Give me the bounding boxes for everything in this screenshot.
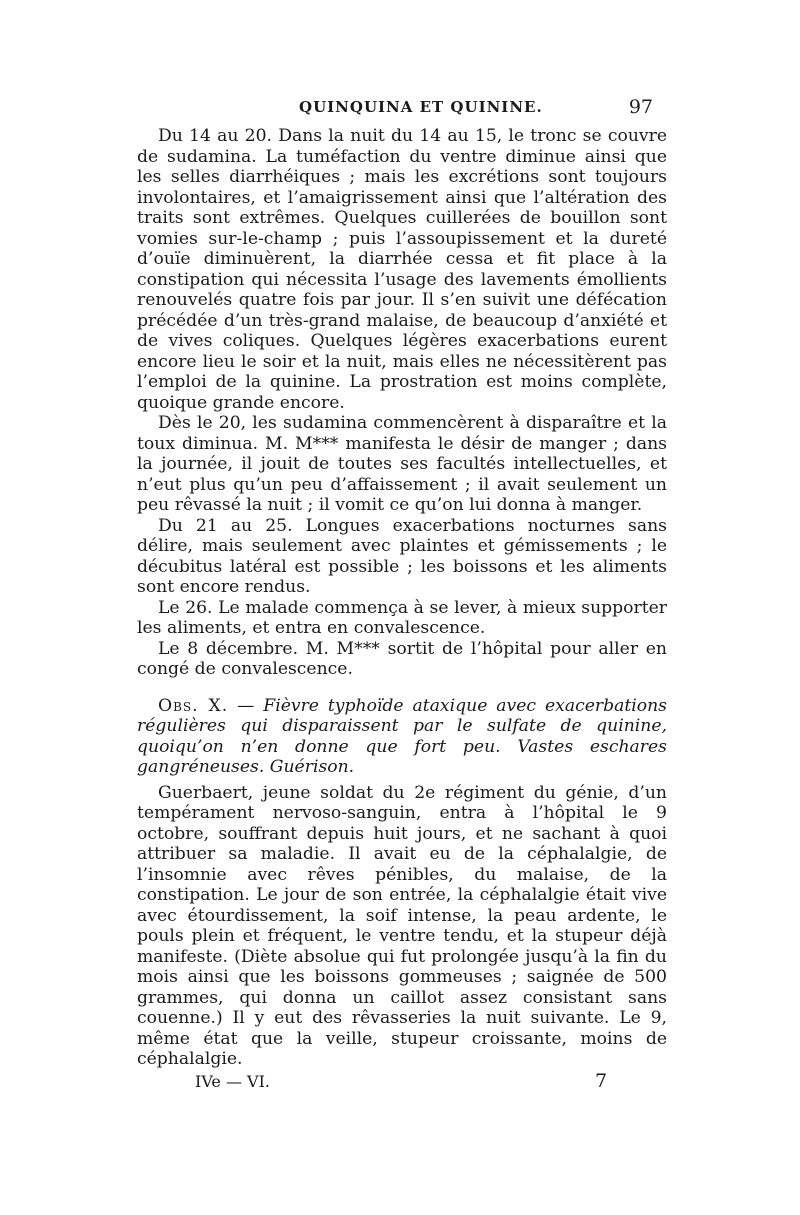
observation-dash: — — [228, 695, 264, 716]
case-paragraph: Guerbaert, jeune soldat du 2e régiment du génie, d’un tempérament nervoso-sanguin, entra à l’hôpital le 9 octobre, souffrant depuis huit jours, et ne sachant à quoi attribuer sa maladie. Il avait eu de la céphalalgie, de l’insomnie avec rêves pénibles, du malaise, de la constipation. Le jour de son entrée, la céphalalgie était vive avec étourdissement, la soif intense, la peau ardente, le pouls plein et fréquent, le ventre tendu, et la stupeur déjà manifeste. (Diète absolue qui fut prolongée jusqu’à la fin du mois ainsi que les boissons gommeuses ; saignée de 500 grammes, qui donna un caillot assez consistant sans couenne.) Il y eut des rêvasseries la nuit suivante. Le 9, même état que la veille, stupeur croissante, moins de céphalalgie. — [137, 782, 667, 1069]
page-footer — [137, 1069, 667, 1096]
paragraph-20: Dès le 20, les sudamina commencèrent à disparaître et la toux diminua. M. M*** manifesta le désir de manger ; dans la journée, il jouit de toutes ses facultés intellectuelles, et n’eut plus qu’un peu d’affaissement ; il avait seulement un peu rêvassé la nuit ; il vomit ce qu’on lui donna à manger. — [137, 413, 667, 515]
page-number: 97 — [628, 96, 653, 118]
paragraph-14-to-20: Du 14 au 20. Dans la nuit du 14 au 15, le tronc se couvre de sudamina. La tuméfaction du ventre diminue ainsi que les selles diarrhéiques ; mais les excrétions sont toujours involontaires, et l’amaigrissement ainsi que l’altération des traits sont extrêmes. Quelques cuillerées de bouillon sont vomies sur-le-champ ; puis l’assoupissement et la dureté d’ouïe diminuèrent, la diarrhée cessa et fit place à la constipation qui nécessita l’usage des lavements émollients renouvelés quatre fois par jour. Il s’en suivit une défécation précédée d’un très-grand malaise, de beaucoup d’anxiété et de vives coliques. Quelques légères exacerbations eurent encore lieu le soir et la nuit, mais elles ne nécessitèrent pas l’emploi de la quinine. La prostration est moins complète, quoique grande encore. — [137, 126, 667, 413]
page-header — [137, 96, 667, 120]
observation-label: Obs. X. — [158, 695, 229, 716]
section-spacer — [137, 680, 667, 696]
signature-mark: IVe — VI. — [195, 1071, 271, 1091]
observation-heading — [137, 696, 667, 778]
paragraph-26: Le 26. Le malade commença à se lever, à mieux supporter les aliments, et entra en convalescence. — [137, 597, 667, 638]
observation-title: Fièvre typhoïde ataxique avec exacerbations régulières qui disparaissent par le sulfate de quinine, quoiqu’on n’en donne que fort peu. Vastes eschares gangréneuses. Guérison. — [137, 695, 667, 777]
sheet-number: 7 — [595, 1069, 608, 1092]
paragraph-21-to-25: Du 21 au 25. Longues exacerbations nocturnes sans délire, mais seulement avec plaintes et gémissements ; le décubitus latéral est possible ; les boissons et les aliments sont encore rendus. — [137, 515, 667, 597]
paragraph-8-december: Le 8 décembre. M. M*** sortit de l’hôpital pour aller en congé de convalescence. — [137, 638, 667, 679]
book-page — [137, 96, 667, 1096]
running-title: QUINQUINA ET QUININE. — [299, 98, 543, 116]
